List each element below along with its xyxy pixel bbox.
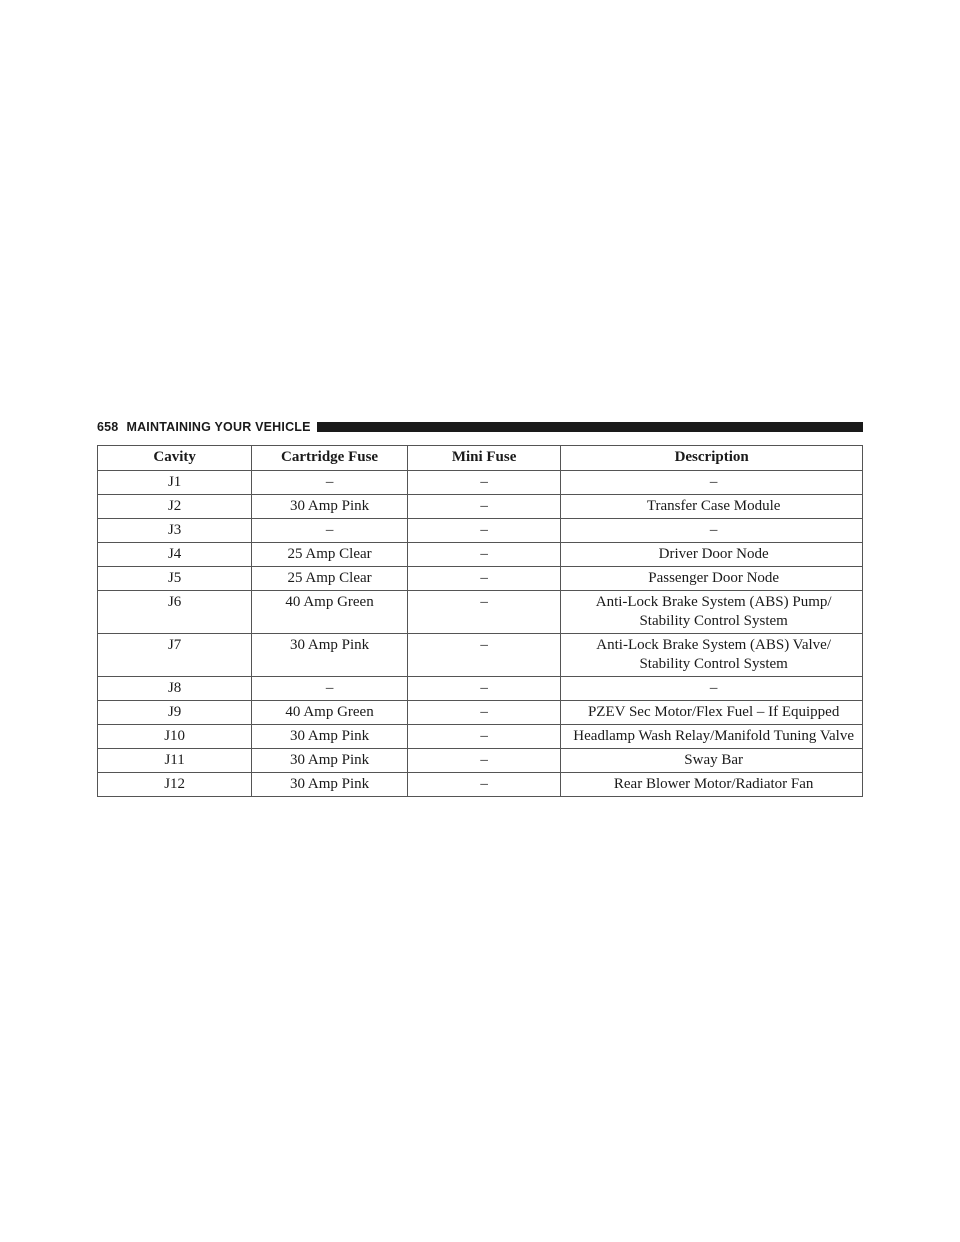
cell-cartridge-fuse: 25 Amp Clear xyxy=(252,567,408,591)
cell-cartridge-fuse: 30 Amp Pink xyxy=(252,634,408,677)
cell-cavity: J7 xyxy=(98,634,252,677)
cell-mini-fuse: – xyxy=(407,701,560,725)
page-header xyxy=(97,418,863,436)
table-row xyxy=(98,471,863,495)
table-row xyxy=(98,519,863,543)
cell-cavity: J5 xyxy=(98,567,252,591)
cell-description: Sway Bar xyxy=(561,749,863,773)
cell-description: Anti-Lock Brake System (ABS) Pump/ Stability Control System xyxy=(561,591,863,634)
table-row xyxy=(98,725,863,749)
cell-mini-fuse: – xyxy=(407,677,560,701)
cell-cartridge-fuse: 30 Amp Pink xyxy=(252,749,408,773)
cell-cavity: J11 xyxy=(98,749,252,773)
cell-cavity: J2 xyxy=(98,495,252,519)
cell-cavity: J1 xyxy=(98,471,252,495)
table-row xyxy=(98,677,863,701)
table-row xyxy=(98,591,863,634)
cell-cartridge-fuse: 30 Amp Pink xyxy=(252,725,408,749)
table-header-row xyxy=(98,446,863,471)
table-row xyxy=(98,701,863,725)
cell-mini-fuse: – xyxy=(407,773,560,797)
table-row xyxy=(98,495,863,519)
cell-cavity: J10 xyxy=(98,725,252,749)
cell-description: Transfer Case Module xyxy=(561,495,863,519)
cell-description: – xyxy=(561,519,863,543)
cell-cavity: J12 xyxy=(98,773,252,797)
table-row xyxy=(98,567,863,591)
cell-cavity: J3 xyxy=(98,519,252,543)
cell-mini-fuse: – xyxy=(407,725,560,749)
cell-cavity: J8 xyxy=(98,677,252,701)
table-row xyxy=(98,634,863,677)
cell-description: – xyxy=(561,471,863,495)
cell-mini-fuse: – xyxy=(407,567,560,591)
page-number: 658 xyxy=(97,420,119,434)
cell-cartridge-fuse: – xyxy=(252,519,408,543)
cell-cartridge-fuse: 40 Amp Green xyxy=(252,591,408,634)
table-row xyxy=(98,749,863,773)
cell-description: Passenger Door Node xyxy=(561,567,863,591)
cell-cartridge-fuse: 40 Amp Green xyxy=(252,701,408,725)
cell-mini-fuse: – xyxy=(407,749,560,773)
cell-description: PZEV Sec Motor/Flex Fuel – If Equipped xyxy=(561,701,863,725)
cell-mini-fuse: – xyxy=(407,591,560,634)
column-header-cartridge-fuse: Cartridge Fuse xyxy=(252,446,408,471)
cell-cavity: J6 xyxy=(98,591,252,634)
column-header-cavity: Cavity xyxy=(98,446,252,471)
cell-description: Headlamp Wash Relay/Manifold Tuning Valve xyxy=(561,725,863,749)
column-header-mini-fuse: Mini Fuse xyxy=(407,446,560,471)
section-title: MAINTAINING YOUR VEHICLE xyxy=(126,420,311,434)
cell-mini-fuse: – xyxy=(407,471,560,495)
cell-cartridge-fuse: 30 Amp Pink xyxy=(252,773,408,797)
cell-cartridge-fuse: – xyxy=(252,677,408,701)
cell-cartridge-fuse: – xyxy=(252,471,408,495)
cell-cavity: J4 xyxy=(98,543,252,567)
cell-mini-fuse: – xyxy=(407,634,560,677)
cell-description: Driver Door Node xyxy=(561,543,863,567)
fuse-table xyxy=(97,445,863,797)
cell-description: Rear Blower Motor/Radiator Fan xyxy=(561,773,863,797)
column-header-description: Description xyxy=(561,446,863,471)
cell-mini-fuse: – xyxy=(407,543,560,567)
cell-cartridge-fuse: 30 Amp Pink xyxy=(252,495,408,519)
cell-mini-fuse: – xyxy=(407,495,560,519)
table-row xyxy=(98,773,863,797)
cell-description: – xyxy=(561,677,863,701)
cell-description: Anti-Lock Brake System (ABS) Valve/ Stability Control System xyxy=(561,634,863,677)
cell-mini-fuse: – xyxy=(407,519,560,543)
table-row xyxy=(98,543,863,567)
cell-cartridge-fuse: 25 Amp Clear xyxy=(252,543,408,567)
header-rule xyxy=(317,422,863,432)
cell-cavity: J9 xyxy=(98,701,252,725)
